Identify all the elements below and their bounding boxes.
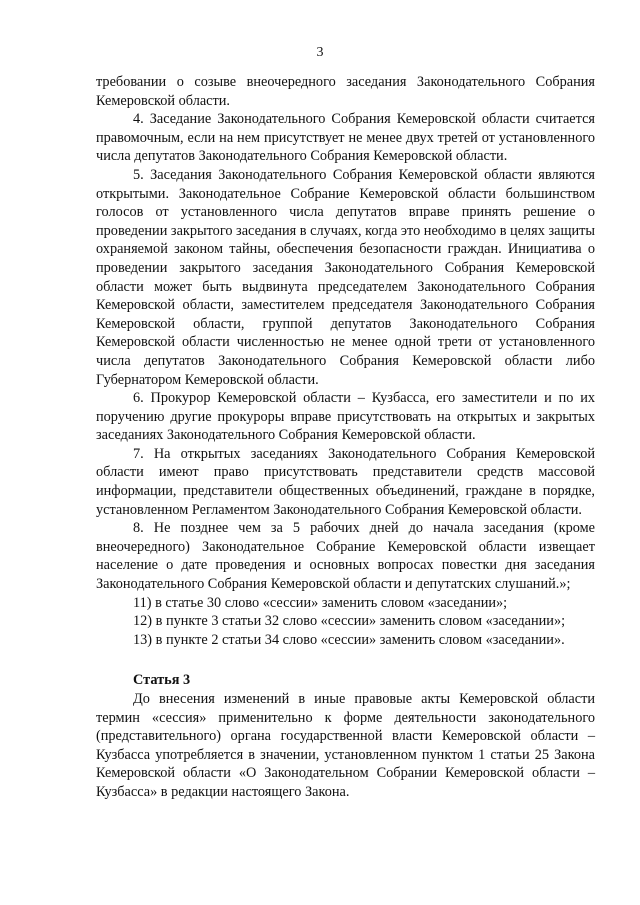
paragraph-item-8: 8. Не позднее чем за 5 рабочих дней до начала заседания (кроме внеочередного) Законодательное Собрание Кемеровской области извещает население о дате проведения и основных вопросах повестки дня заседания Законодательного Собрания Кемеровской области и депутатских слушаний.»; bbox=[96, 520, 595, 593]
document-body bbox=[96, 73, 595, 802]
paragraph-item-6: 6. Прокурор Кемеровской области – Кузбасса, его заместители и по их поручению другие прокуроры вправе присутствовать на открытых и закрытых заседаниях Законодательного Собрания Кемеровской области. bbox=[96, 390, 595, 444]
article-heading: Статья 3 bbox=[133, 672, 191, 689]
paragraph-item-4: 4. Заседание Законодательного Собрания Кемеровской области считается правомочным, если на нем присутствует не менее двух третей от установленного числа депутатов Законодательного Собрания Кемеровской области. bbox=[96, 111, 595, 165]
article-text: До внесения изменений в иные правовые акты Кемеровской области термин «сессия» применительно к форме деятельности законодательного (представительного) органа государственной власти Кемеровской области – Кузбасса употребляется в значении, установленном пунктом 1 статьи 25 Закона Кемеровской области «О Законодательном Собрании Кемеровской области – Кузбасса» в редакции настоящего Закона. bbox=[96, 691, 595, 800]
list-item-13: 13) в пункте 2 статьи 34 слово «сессии» заменить словом «заседании». bbox=[133, 631, 565, 648]
paragraph-item-7: 7. На открытых заседаниях Законодательного Собрания Кемеровской области имеют право присутствовать представители средств массовой информации, представители общественных объединений, граждане в порядке, установленном Регламентом Законодательного Собрания Кемеровской области. bbox=[96, 445, 595, 518]
list-item-12: 12) в пункте 3 статьи 32 слово «сессии» заменить словом «заседании»; bbox=[133, 613, 566, 630]
paragraph-item-5: 5. Заседания Законодательного Собрания Кемеровской области являются открытыми. Законодательное Собрание Кемеровской области большинством голосов от установленного числа депутатов вправе принять решение о проведении закрытого заседания в случаях, когда это необходимо в целях защиты охраняемой законом тайны, обеспечения безопасности граждан. Инициатива о проведении закрытого заседания Законодательного Собрания Кемеровской области может быть выдвинута председателем Законодательного Собрания Кемеровской области, заместителем председателя Законодательного Собрания Кемеровской области, группой депутатов Законодательного Собрания Кемеровской области численностью не менее одной трети от установленного числа депутатов Законодательного Собрания Кемеровской области либо Губернатором Кемеровской области. bbox=[96, 166, 595, 388]
paragraph-continuation: требовании о созыве внеочередного заседания Законодательного Собрания Кемеровской области. bbox=[96, 74, 595, 109]
list-item-11: 11) в статье 30 слово «сессии» заменить словом «заседании»; bbox=[133, 594, 508, 611]
page-number: 3 bbox=[316, 45, 324, 60]
